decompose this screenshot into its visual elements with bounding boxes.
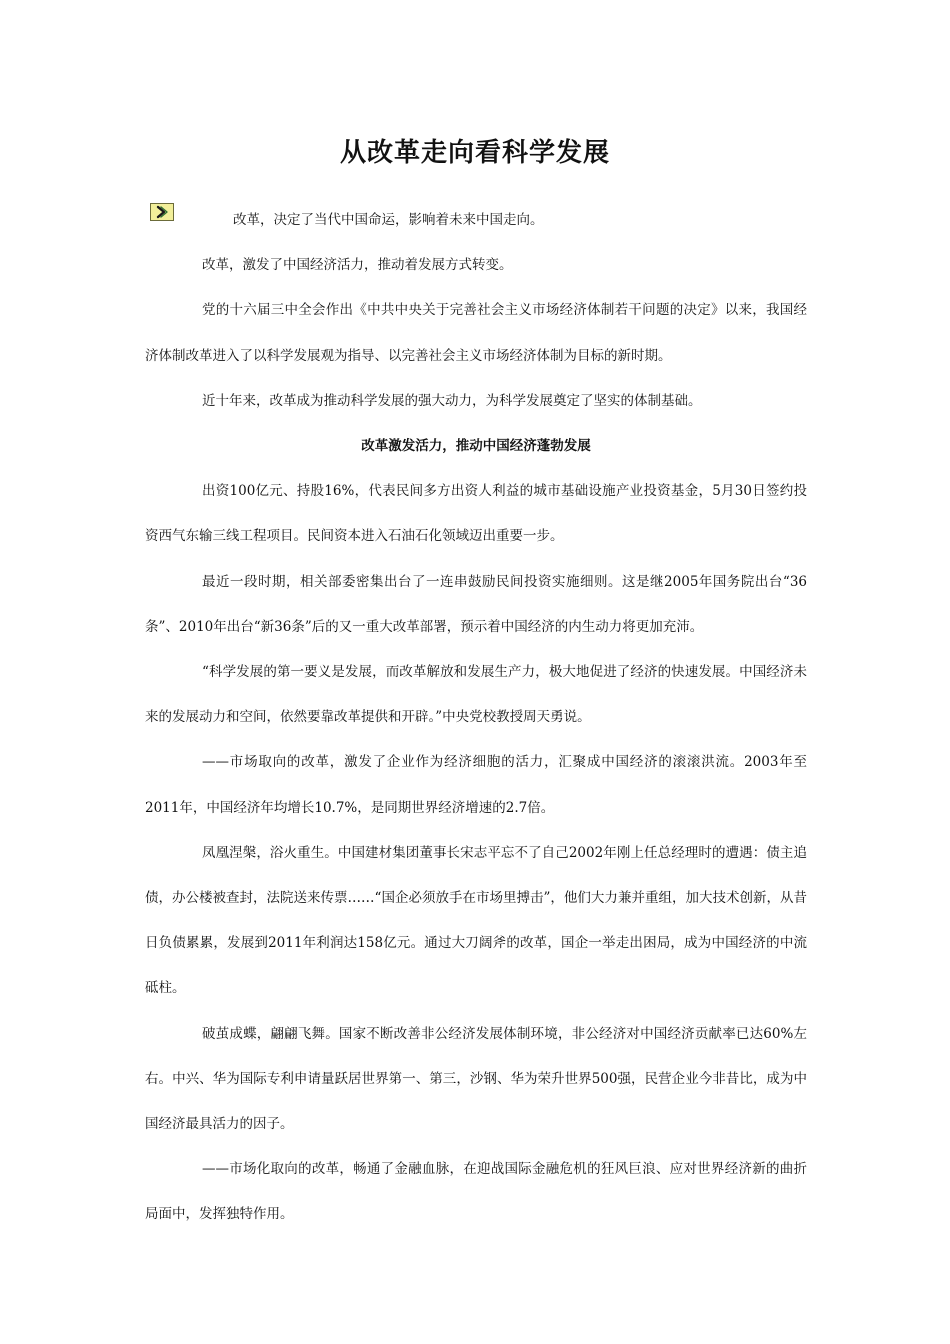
paragraph: “科学发展的第一要义是发展，而改革解放和发展生产力，极大地促进了经济的快速发展。中国经济未来的发展动力和空间，依然要靠改革提供和开辟。”中央党校教授周天勇说。	[145, 664, 807, 726]
paragraph: 凤凰涅槃，浴火重生。中国建材集团董事长宋志平忘不了自己2002年刚上任总经理时的遭遇：债主追债，办公楼被查封，法院送来传票……“国企必须放手在市场里搏击”，他们大力兼并重组，加大技术创新，从昔日负债累累，发展到2011年利润达158亿元。通过大刀阔斧的改革，国企一举走出困局，成为中国经济的中流砥柱。	[145, 844, 807, 997]
paragraph: 最近一段时期，相关部委密集出台了一连串鼓励民间投资实施细则。这是继2005年国务院出台“36条”、2010年出台“新36条”后的又一重大改革部署，预示着中国经济的内生动力将更加充沛。	[145, 573, 807, 635]
paragraph: 破茧成蝶，翩翩飞舞。国家不断改善非公经济发展体制环境，非公经济对中国经济贡献率已达60%左右。中兴、华为国际专利申请量跃居世界第一、第三，沙钢、华为荣升世界500强，民营企业今非昔比，成为中国经济最具活力的因子。	[145, 1025, 807, 1133]
paragraph: 改革，激发了中国经济活力，推动着发展方式转变。	[202, 257, 513, 274]
paragraph: 党的十六届三中全会作出《中共中央关于完善社会主义市场经济体制若干问题的决定》以来，我国经济体制改革进入了以科学发展观为指导、以完善社会主义市场经济体制为目标的新时期。	[145, 302, 807, 364]
paragraph: 近十年来，改革成为推动科学发展的强大动力，为科学发展奠定了坚实的体制基础。	[202, 392, 702, 409]
paragraph: 改革，决定了当代中国命运，影响着未来中国走向。	[233, 212, 544, 228]
section-heading: 改革激发活力，推动中国经济蓬勃发展	[361, 438, 591, 455]
document-body	[145, 198, 807, 1238]
paragraph: ——市场化取向的改革，畅通了金融血脉，在迎战国际金融危机的狂风巨浪、应对世界经济新的曲折局面中，发挥独特作用。	[145, 1161, 807, 1223]
paragraph: 出资100亿元、持股16%，代表民间多方出资人利益的城市基础设施产业投资基金，5月30日签约投资西气东输三线工程项目。民间资本进入石油石化领域迈出重要一步。	[145, 483, 807, 545]
paragraph: ——市场取向的改革，激发了企业作为经济细胞的活力，汇聚成中国经济的滚滚洪流。2003年至2011年，中国经济年均增长10.7%，是同期世界经济增速的2.7倍。	[145, 754, 807, 816]
document-title: 从改革走向看科学发展	[339, 138, 610, 168]
